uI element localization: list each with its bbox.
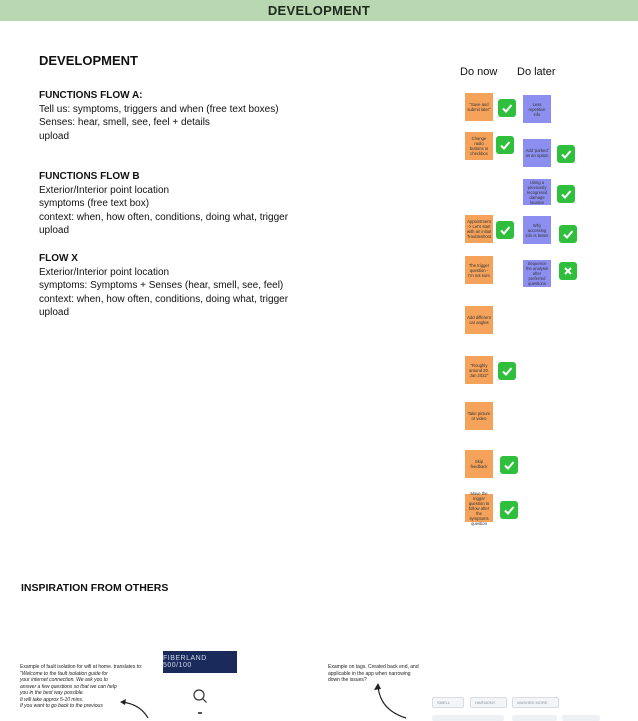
arrow-icon	[118, 698, 154, 720]
quote-line: you in the best way possible.	[20, 690, 84, 696]
flow-x-line: symptoms: Symptoms + Senses (hear, smell, see, feel)	[39, 280, 284, 291]
quote-line: answer a few questions so that we can help	[20, 683, 117, 690]
quote-line: "Welcome to the fault isolation guide for	[20, 670, 108, 677]
cross-icon	[559, 262, 577, 280]
tag-chip-partial[interactable]	[562, 715, 600, 721]
arrow-icon	[370, 682, 410, 720]
sticky-note-do-now[interactable]: Appointment -> Let's start with an initial Troubleshoot	[465, 215, 493, 243]
flow-b-line: symptoms (free text box)	[39, 198, 150, 209]
tag-chip-partial[interactable]	[512, 715, 557, 721]
do-now-header: Do now	[460, 66, 498, 78]
top-banner	[0, 0, 638, 21]
tag-chip[interactable]	[432, 697, 464, 708]
flow-x-section	[39, 252, 339, 320]
check-icon	[557, 185, 575, 203]
flow-a-section	[39, 89, 339, 143]
sticky-note-do-later[interactable]: Why accessing info is better	[523, 216, 551, 244]
section-heading: DEVELOPMENT	[39, 53, 138, 68]
do-later-header: Do later	[517, 66, 556, 78]
flow-b-section	[39, 170, 339, 238]
sticky-note-do-later[interactable]: Less repetitive info	[523, 95, 551, 123]
check-icon	[557, 145, 575, 163]
tag-label: SMELL	[437, 700, 451, 705]
tag-label: HARMONY	[475, 700, 496, 705]
flow-x-title: FLOW X	[39, 253, 78, 264]
check-icon	[498, 362, 516, 380]
check-icon	[500, 501, 518, 519]
flow-b-title: FUNCTIONS FLOW B	[39, 171, 140, 182]
inspiration-heading: INSPIRATION FROM OTHERS	[21, 582, 169, 594]
flow-x-line: Exterior/Interior point location	[39, 266, 170, 278]
dot-indicator	[198, 712, 202, 714]
caption-text: Example of fault isolation for wifi at home. translates to:	[20, 664, 143, 670]
check-icon	[496, 221, 514, 239]
quote-line: It will take approx 5-10 mins.	[20, 696, 84, 703]
sticky-note-do-now[interactable]: Move the trigger question to follow after the symptoms question	[465, 494, 493, 522]
page-title: DEVELOPMENT	[267, 3, 371, 18]
sticky-note-do-now[interactable]: Skip feedback	[465, 450, 493, 478]
caption-line: applicable in the app when narrowing	[328, 670, 411, 677]
check-icon	[496, 136, 514, 154]
tag-chip[interactable]	[470, 697, 507, 708]
caption-line: Example on tags. Created back end, and	[328, 664, 419, 670]
tag-label: WASHED MORE	[517, 700, 548, 705]
flow-x-line: context: when, how often, conditions, doing what, trigger	[39, 293, 289, 305]
flow-b-line: Exterior/Interior point location	[39, 184, 170, 196]
sticky-note-do-now[interactable]: "Save and submit later"	[465, 93, 493, 121]
tag-chip[interactable]	[512, 697, 559, 708]
check-icon	[559, 225, 577, 243]
flow-b-line: upload	[39, 225, 70, 236]
quote-line: your internet connection. We ask you to	[20, 677, 108, 683]
caption-line: down the issues?	[328, 677, 367, 683]
flow-x-line: upload	[39, 307, 70, 318]
sticky-note-do-now[interactable]: Add different car angles	[465, 306, 493, 334]
check-icon	[498, 99, 516, 117]
flow-a-line: Senses: hear, smell, see, feel + details	[39, 117, 210, 128]
example-tags-caption	[328, 664, 438, 684]
check-icon	[500, 456, 518, 474]
flow-a-line: Tell us: symptoms, triggers and when (free text boxes)	[39, 103, 279, 115]
sticky-note-do-later[interactable]: Sequence the analysis after preferred questions	[523, 260, 551, 287]
sticky-note-do-now[interactable]: Change radio buttons to checkbox	[465, 132, 493, 160]
search-icon[interactable]	[192, 688, 208, 704]
sticky-note-do-later[interactable]: Using a previously recognised damage location	[523, 179, 551, 205]
sticky-note-do-later[interactable]: Add 'parked' as an option	[523, 139, 551, 167]
flow-a-title: FUNCTIONS FLOW A:	[39, 90, 143, 101]
quote-line: If you want to go back to the previous	[20, 703, 103, 709]
sticky-note-do-now[interactable]: The trigger question - I'm not sure	[465, 256, 493, 284]
sticky-note-do-now[interactable]: "Roughly around 20. Jan 2022"	[465, 356, 493, 384]
provider-banner: FIBERLAND 500/100	[163, 651, 237, 673]
sticky-note-do-now[interactable]: Take picture or video	[465, 402, 493, 430]
tag-chip-partial[interactable]	[432, 715, 504, 721]
flow-a-line: upload	[39, 130, 70, 142]
flow-b-line: context: when, how often, conditions, doing what, trigger	[39, 211, 289, 223]
